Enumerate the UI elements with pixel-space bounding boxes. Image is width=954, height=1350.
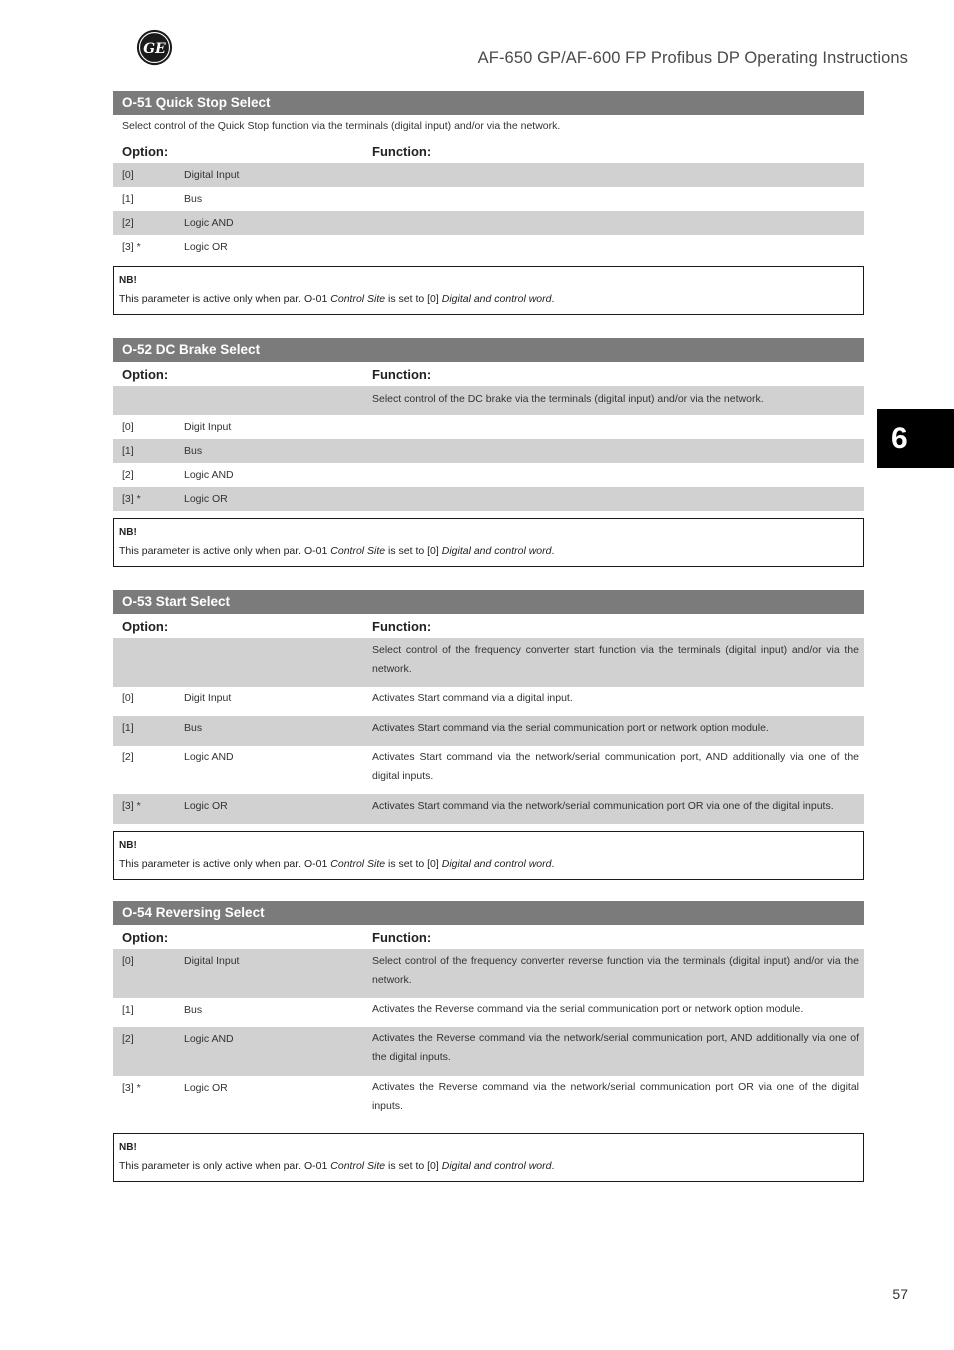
function-description: Activates the Reverse command via the network/serial communication port, AND additionally via one of the digital inputs. [372, 1032, 859, 1063]
table-row [113, 794, 864, 824]
option-number: [3] * [122, 241, 141, 253]
table-row [113, 463, 864, 487]
column-headers [113, 139, 864, 163]
option-name: Logic OR [184, 493, 228, 505]
note-label: NB! [119, 527, 137, 538]
option-name: Digital Input [184, 955, 240, 967]
table-row [113, 163, 864, 187]
function-header: Function: [372, 930, 432, 945]
option-header: Option: [122, 367, 169, 382]
option-number: [2] [122, 217, 134, 229]
column-headers [113, 362, 864, 386]
function-header: Function: [372, 144, 432, 159]
note-text: This parameter is active only when par. O-01 Control Site is set to [0] Digital and control word. [119, 545, 555, 557]
table-row [113, 386, 864, 415]
note-box [113, 518, 864, 567]
option-number: [0] [122, 421, 134, 433]
note-text: This parameter is active only when par. O-01 Control Site is set to [0] Digital and control word. [119, 293, 555, 305]
function-description: Select control of the DC brake via the terminals (digital input) and/or via the network. [372, 393, 764, 405]
note-label: NB! [119, 1142, 137, 1153]
option-number: [0] [122, 169, 134, 181]
function-description: Select control of the frequency converter reverse function via the terminals (digital input) and/or via the network. [372, 955, 859, 986]
option-number: [2] [122, 751, 134, 763]
note-text: This parameter is only active when par. O-01 Control Site is set to [0] Digital and control word. [119, 1160, 555, 1172]
option-name: Logic AND [184, 217, 234, 229]
document-title: AF-650 GP/AF-600 FP Profibus DP Operating Instructions [477, 49, 908, 67]
note-box [113, 1133, 864, 1182]
table-row [113, 716, 864, 746]
option-name: Bus [184, 193, 203, 205]
table-row [113, 949, 864, 998]
option-name: Digit Input [184, 692, 232, 704]
table-row [113, 998, 864, 1027]
function-description: Activates Start command via the network/serial communication port OR via one of the digital inputs. [372, 800, 834, 812]
option-name: Logic AND [184, 1033, 234, 1045]
option-name: Bus [184, 445, 203, 457]
option-number: [2] [122, 1033, 134, 1045]
section-title: O-52 DC Brake Select [113, 338, 864, 362]
note-text: This parameter is active only when par. O-01 Control Site is set to [0] Digital and control word. [119, 858, 555, 870]
option-number: [3] * [122, 1082, 141, 1094]
function-header: Function: [372, 367, 432, 382]
note-box [113, 266, 864, 315]
option-number: [3] * [122, 493, 141, 505]
option-name: Bus [184, 722, 203, 734]
function-description: Activates Start command via a digital input. [372, 692, 573, 704]
option-name: Digital Input [184, 169, 240, 181]
page-number: 57 [892, 1286, 908, 1302]
column-headers [113, 614, 864, 638]
function-description: Activates Start command via the network/serial communication port, AND additionally via one of the digital inputs. [372, 751, 859, 782]
option-number: [2] [122, 469, 134, 481]
section-title: O-54 Reversing Select [113, 901, 864, 925]
note-box [113, 831, 864, 880]
svg-text:GE: GE [143, 41, 166, 58]
table-row [113, 638, 864, 687]
ge-logo-icon [136, 29, 173, 66]
chapter-tab: 6 [877, 409, 954, 468]
option-name: Logic OR [184, 241, 228, 253]
section-quick-stop-select [113, 91, 864, 259]
option-name: Logic OR [184, 800, 228, 812]
section-dc-brake-select [113, 338, 864, 511]
function-description: Activates the Reverse command via the network/serial communication port OR via one of the digital inputs. [372, 1081, 859, 1112]
section-start-select [113, 590, 864, 824]
option-number: [0] [122, 692, 134, 704]
column-headers [113, 925, 864, 949]
table-row [113, 211, 864, 235]
table-row [113, 1027, 864, 1076]
option-number: [3] * [122, 800, 141, 812]
section-title: O-51 Quick Stop Select [113, 91, 864, 115]
option-number: [1] [122, 1004, 134, 1016]
function-header: Function: [372, 619, 432, 634]
option-name: Logic AND [184, 751, 234, 763]
option-name: Digit Input [184, 421, 232, 433]
option-name: Logic OR [184, 1082, 228, 1094]
table-row [113, 746, 864, 794]
option-header: Option: [122, 930, 169, 945]
note-label: NB! [119, 275, 137, 286]
function-description: Select control of the frequency converter start function via the terminals (digital input) and/or via the network. [372, 644, 859, 675]
note-label: NB! [119, 840, 137, 851]
table-row [113, 439, 864, 463]
option-name: Logic AND [184, 469, 234, 481]
table-row [113, 487, 864, 511]
option-header: Option: [122, 619, 169, 634]
section-intro: Select control of the Quick Stop function via the terminals (digital input) and/or via the network. [122, 120, 561, 132]
option-number: [1] [122, 722, 134, 734]
section-title: O-53 Start Select [113, 590, 864, 614]
table-row [113, 1076, 864, 1124]
function-description: Activates Start command via the serial communication port or network option module. [372, 722, 769, 734]
option-number: [1] [122, 445, 134, 457]
table-row [113, 415, 864, 439]
table-row [113, 687, 864, 716]
option-number: [1] [122, 193, 134, 205]
option-header: Option: [122, 144, 169, 159]
option-number: [0] [122, 955, 134, 967]
function-description: Activates the Reverse command via the serial communication port or network option module. [372, 1003, 804, 1015]
option-name: Bus [184, 1004, 203, 1016]
table-row [113, 235, 864, 259]
section-reversing-select [113, 901, 864, 1124]
table-row [113, 187, 864, 211]
